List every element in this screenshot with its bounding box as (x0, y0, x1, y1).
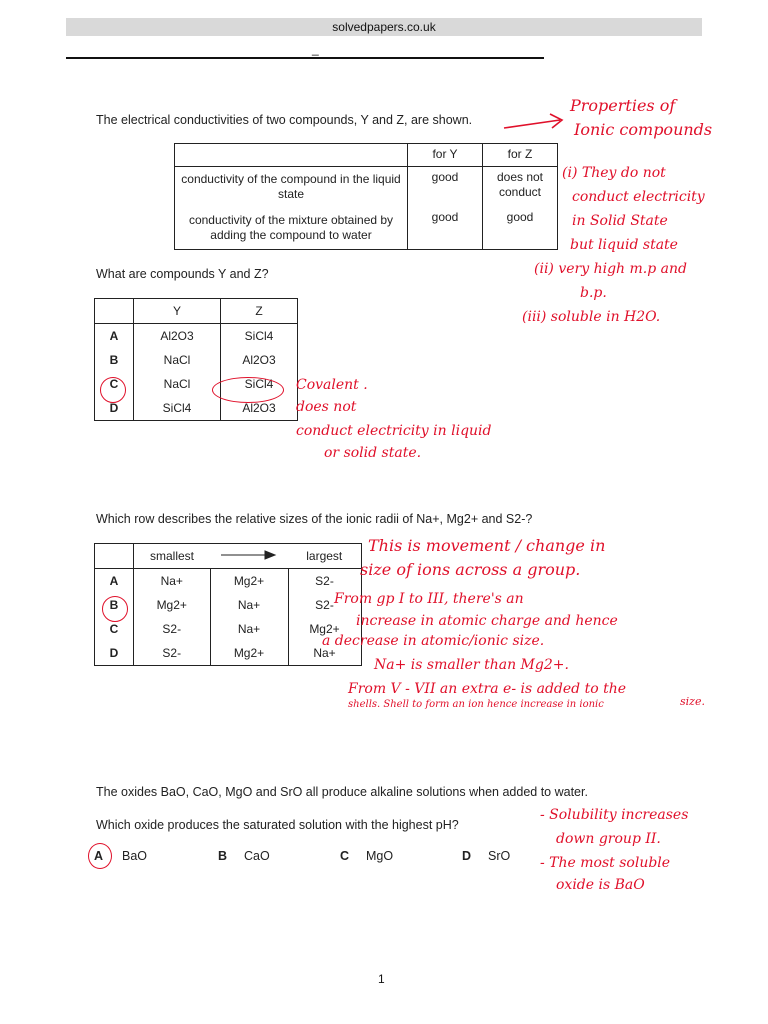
q2-note-0: This is movement / change in (368, 536, 606, 555)
q2-opt-cell: Na+ (210, 593, 288, 617)
q1-note-5: but liquid state (570, 237, 678, 253)
q1-opt-header-y: Y (134, 299, 221, 324)
q3-note-3: oxide is BaO (556, 877, 645, 893)
q3-opt-text: BaO (122, 849, 148, 863)
q1-options-table (94, 298, 298, 421)
q2-opt-header-blank (95, 544, 134, 569)
q1-opt-z: Al2O3 (221, 396, 298, 421)
header-rule (66, 57, 544, 59)
page-number: 1 (378, 972, 385, 986)
q3-note-1: down group II. (556, 831, 661, 847)
q2-opt-cell: S2- (134, 641, 211, 666)
q3-opt-text: SrO (488, 849, 511, 863)
q3-opt-text: CaO (244, 849, 270, 863)
q1-stem: The electrical conductivities of two compounds, Y and Z, are shown. (96, 113, 473, 127)
q3-note-2: - The most soluble (540, 855, 671, 871)
q3-stem: The oxides BaO, CaO, MgO and SrO all produce alkaline solutions when added to water. (96, 785, 588, 799)
q2-note-1: size of ions across a group. (360, 560, 581, 579)
q1-question: What are compounds Y and Z? (96, 267, 269, 281)
q1-z-circle (212, 377, 284, 403)
q1-row2-z: good (483, 207, 558, 250)
right-arrow-icon (219, 550, 279, 560)
q1-note-0: Properties of (570, 96, 676, 115)
q1-opt-letter[interactable]: C (95, 372, 134, 396)
q2-answer-circle (102, 596, 128, 622)
q1-conductivity-table (174, 143, 558, 250)
q1-note-4: in Solid State (572, 213, 668, 229)
q1-opt-z: SiCl4 (221, 324, 298, 349)
q1-opt-y: NaCl (134, 372, 221, 396)
q2-opt-letter[interactable]: D (95, 641, 134, 666)
q2-opt-cell: Mg2+ (210, 641, 288, 666)
q1-row1-z: does not conduct (483, 167, 558, 208)
q2-opt-cell: Mg2+ (134, 593, 211, 617)
q1-table-header-z: for Z (483, 144, 558, 167)
q1-row1-label: conductivity of the compound in the liquid state (175, 167, 408, 208)
q1-opt-letter[interactable]: A (95, 324, 134, 349)
header-dash: _ (312, 42, 319, 56)
q2-note-4: a decrease in atomic/ionic size. (322, 633, 545, 649)
q2-opt-cell: Na+ (288, 641, 361, 666)
q1-note-11: conduct electricity in liquid (296, 423, 492, 439)
q3-note-0: - Solubility increases (540, 807, 689, 823)
q1-table-header-y: for Y (408, 144, 483, 167)
q1-table-header-blank (175, 144, 408, 167)
q2-note-2: From gp I to III, there's an (334, 591, 524, 607)
q2-opt-cell: Na+ (210, 617, 288, 641)
q1-opt-y: Al2O3 (134, 324, 221, 349)
q1-note-7: b.p. (580, 285, 607, 301)
q1-note-6: (ii) very high m.p and (534, 261, 687, 277)
q3-answer-circle (88, 843, 112, 869)
q2-opt-header-largest: largest (288, 544, 361, 569)
q1-answer-circle (100, 377, 126, 403)
q2-opt-cell: Mg2+ (288, 617, 361, 641)
q3-opt-letter[interactable]: A (94, 849, 104, 863)
q1-note-12: or solid state. (324, 445, 422, 461)
q2-note-3: increase in atomic charge and hence (356, 613, 618, 629)
q2-opt-letter[interactable]: A (95, 569, 134, 594)
q1-note-9: Covalent . (296, 377, 368, 393)
q1-opt-z: Al2O3 (221, 348, 298, 372)
q2-opt-header-smallest: smallest (134, 544, 211, 569)
q3-opt-letter[interactable]: D (462, 849, 472, 863)
q2-opt-cell: S2- (134, 617, 211, 641)
q2-opt-header-arrow (210, 544, 288, 569)
q2-note-7: shells. Shell to form an ion hence increase in ionic (348, 699, 604, 710)
q1-note-1: Ionic compounds (574, 120, 713, 139)
q2-note-6: From V - VII an extra e- is added to the (348, 681, 627, 697)
q1-opt-letter[interactable]: B (95, 348, 134, 372)
q1-note-3: conduct electricity (572, 189, 705, 205)
q3-opt-letter[interactable]: C (340, 849, 350, 863)
q1-note-8: (iii) soluble in H2O. (522, 309, 661, 325)
q2-opt-cell: Na+ (134, 569, 211, 594)
q2-opt-letter[interactable]: C (95, 617, 134, 641)
q1-opt-y: SiCl4 (134, 396, 221, 421)
q2-opt-cell: S2- (288, 593, 361, 617)
q1-opt-header-blank (95, 299, 134, 324)
q2-opt-letter[interactable]: B (95, 593, 134, 617)
q3-opt-text: MgO (366, 849, 394, 863)
q1-row2-y: good (408, 207, 483, 250)
q1-opt-letter[interactable]: D (95, 396, 134, 421)
q2-note-5: Na+ is smaller than Mg2+. (374, 657, 569, 673)
q1-row2-label: conductivity of the mixture obtained by adding the compound to water (175, 207, 408, 250)
arrow-icon (500, 108, 570, 138)
q2-opt-cell: Mg2+ (210, 569, 288, 594)
q3-question: Which oxide produces the saturated solution with the highest pH? (96, 818, 459, 832)
q2-opt-cell: S2- (288, 569, 361, 594)
site-header: solvedpapers.co.uk (66, 18, 702, 36)
q1-opt-header-z: Z (221, 299, 298, 324)
q1-opt-z: SiCl4 (221, 372, 298, 396)
q2-note-8: size. (680, 695, 705, 708)
q1-opt-y: NaCl (134, 348, 221, 372)
q1-note-10: does not (296, 399, 357, 415)
q3-opt-letter[interactable]: B (218, 849, 228, 863)
q2-stem: Which row describes the relative sizes of the ionic radii of Na+, Mg2+ and S2-? (96, 512, 533, 526)
q1-row1-y: good (408, 167, 483, 208)
q1-note-2: (i) They do not (562, 165, 666, 181)
